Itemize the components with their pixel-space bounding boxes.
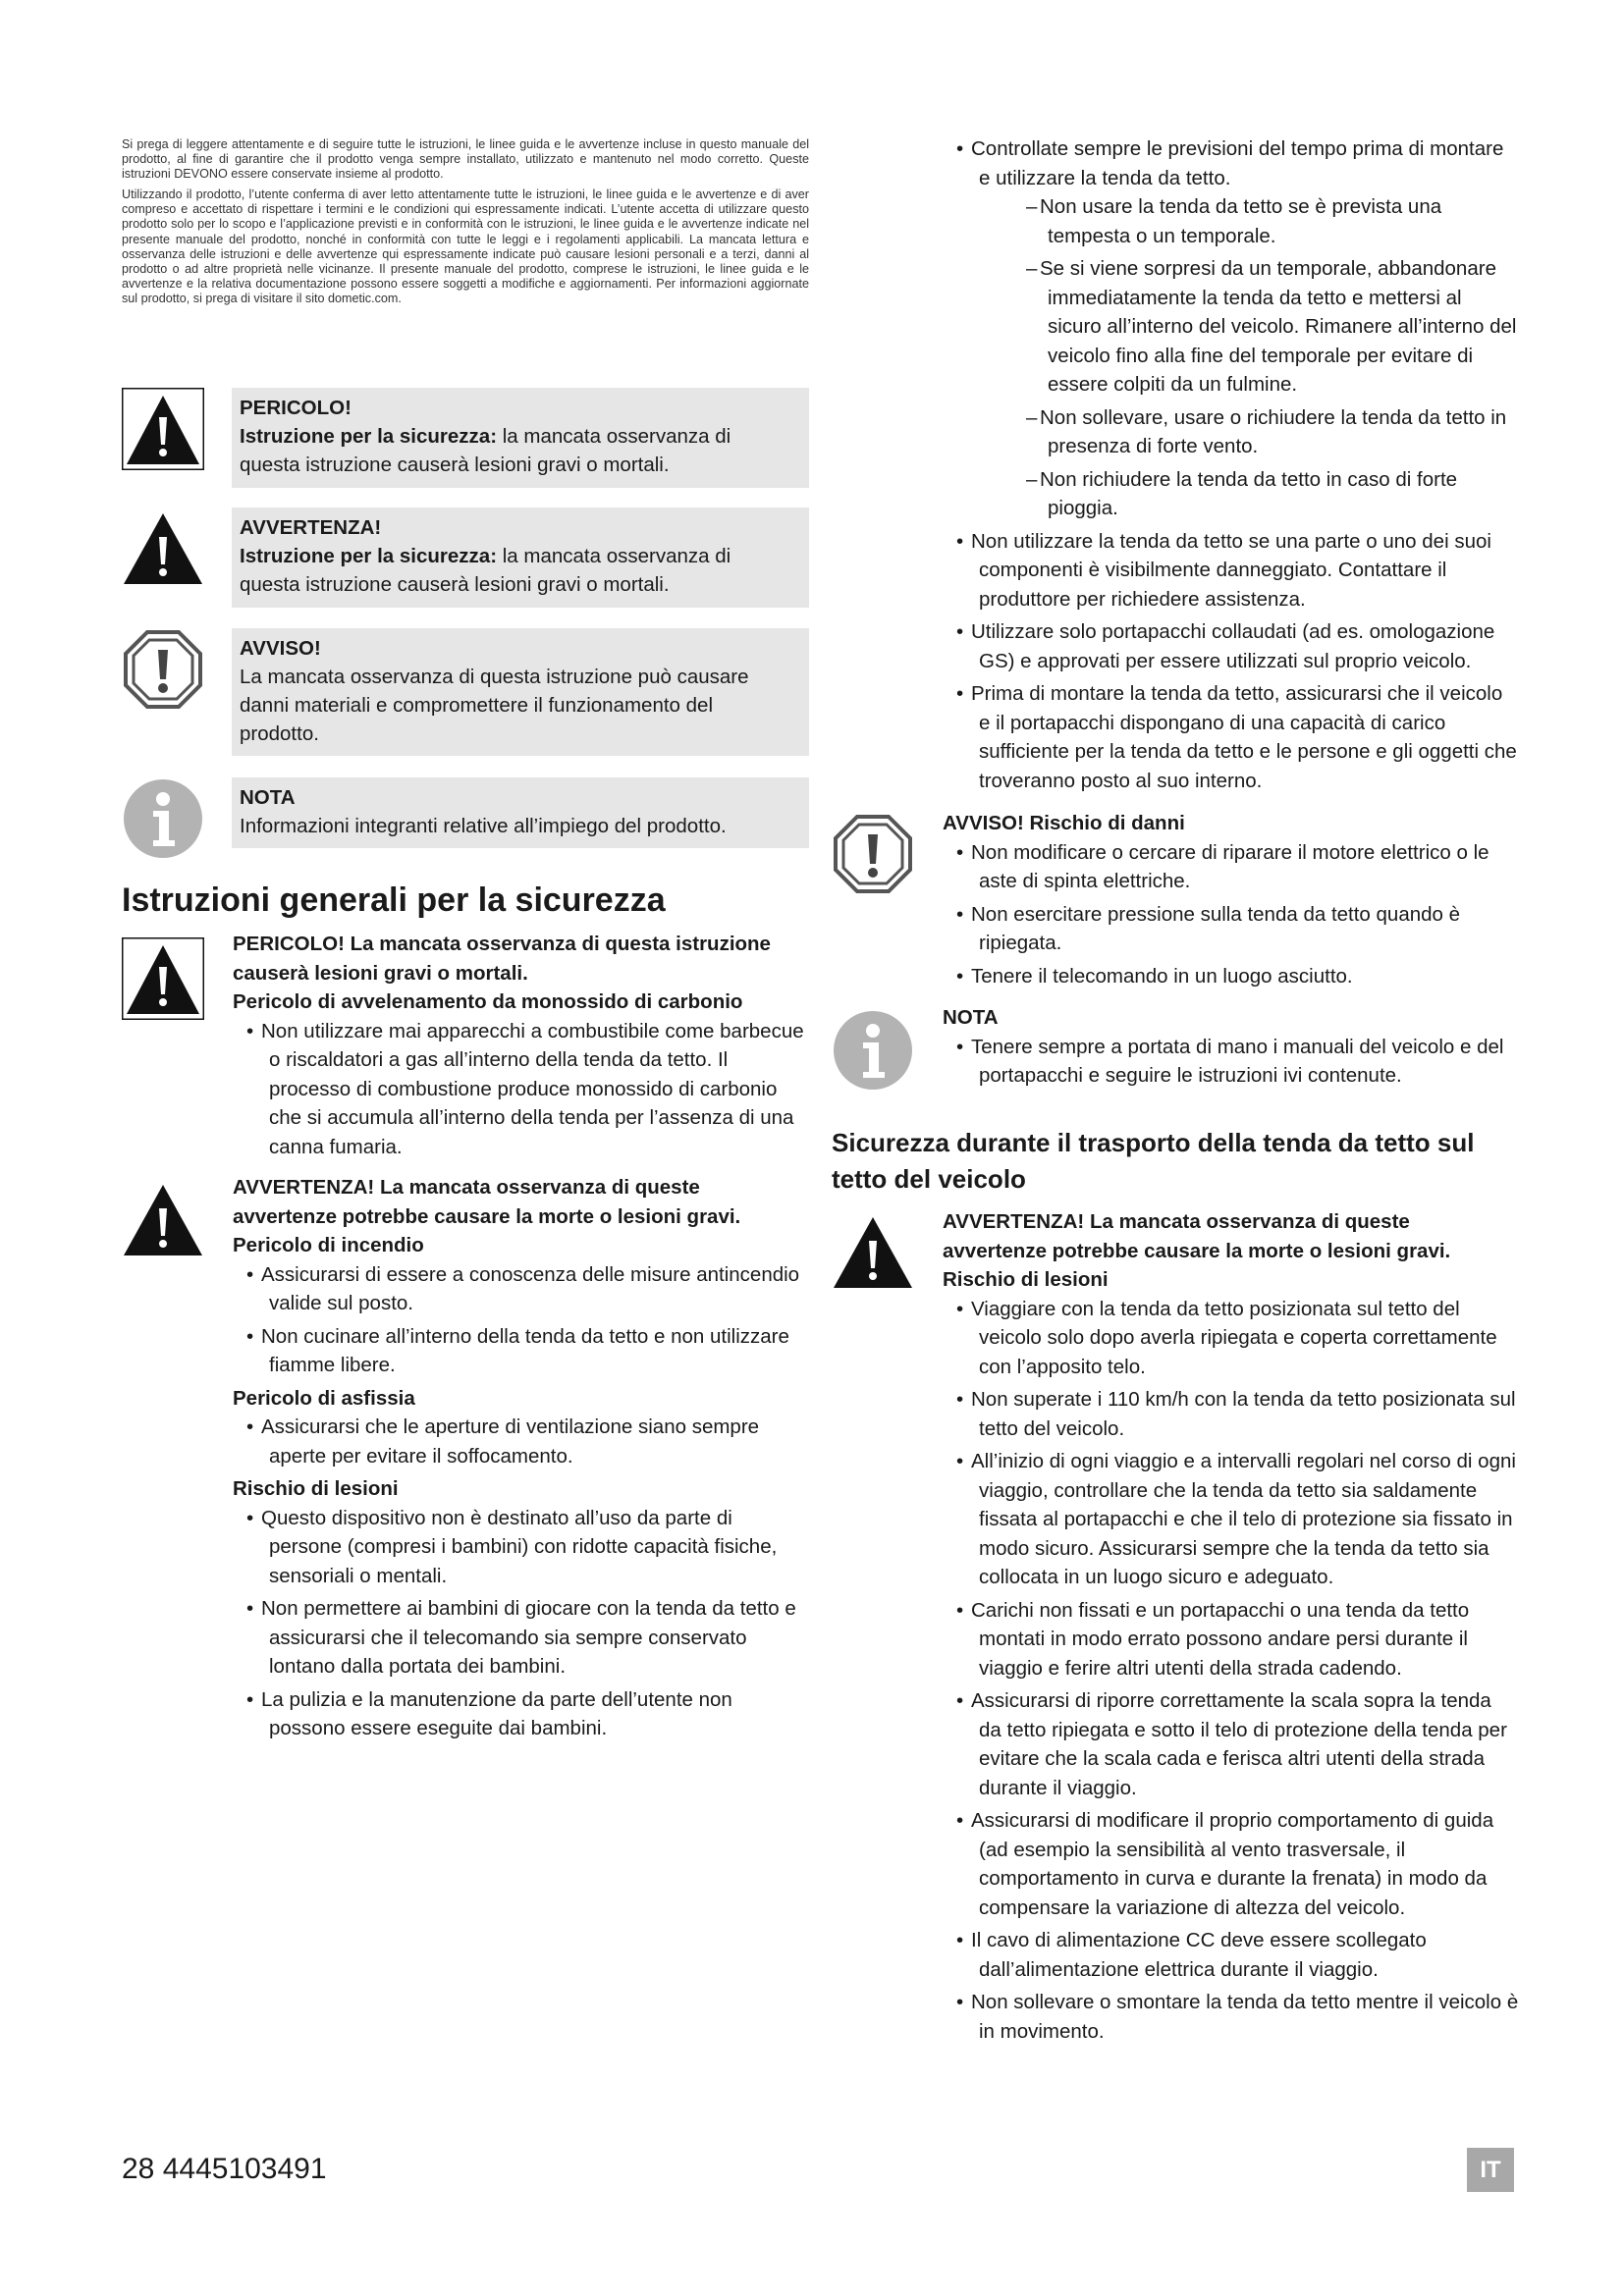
notice-damage-heading: AVVISO! Rischio di danni xyxy=(943,812,1185,834)
info-icon xyxy=(122,777,204,860)
co-poisoning-heading: Pericolo di avvelenamento da monossido di carbonio xyxy=(233,990,743,1013)
right-note xyxy=(832,1003,1519,1095)
language-badge: IT xyxy=(1467,2148,1514,2192)
list-item: • Non sollevare o smontare la tenda da tetto mentre il veicolo è in movimento. xyxy=(943,1988,1519,2046)
section-title-general-safety: Istruzioni generali per la sicurezza xyxy=(122,881,666,919)
legend-notice-box xyxy=(232,628,809,756)
legend-note-box xyxy=(232,777,809,848)
list-item: • Non superate i 110 km/h con la tenda da tetto posizionata sul tetto del veicolo. xyxy=(943,1385,1519,1443)
list-item: • Tenere sempre a portata di mano i manuali del veicolo e del portapacchi e seguire le istruzioni ivi contenute. xyxy=(943,1033,1519,1091)
list-item: • Questo dispositivo non è destinato all’uso da parte di persone (compresi i bambini) con ridotte capacità fisiche, sensoriali o mentali. xyxy=(233,1504,809,1591)
list-item: • Carichi non fissati e un portapacchi o una tenda da tetto montati in modo errato possono andare persi durante il viaggio e ferire altri utenti della strada cadendo. xyxy=(943,1596,1519,1683)
legend-warning-title: AVVERTENZA! xyxy=(240,516,382,539)
intro-paragraph-1: Si prega di leggere attentamente e di seguire tutte le istruzioni, le linee guida e le avvertenze incluse in questo manuale del prodotto, al fine di garantire che il prodotto venga sempre installato, utilizzato e mantenuto nel modo corretto. Queste istruzioni DEVONO essere conservate insieme al prodotto. xyxy=(122,137,809,182)
section2-warning xyxy=(832,1207,1519,2050)
intro-paragraph-2: Utilizzando il prodotto, l’utente conferma di aver letto attentamente tutte le istruzioni, le linee guida e le avvertenze e di aver compreso e accettato di rispettare i termini e le condizioni qui espressamente indicati. L’utente accetta di utilizzare questo prodotto solo per lo scopo e l’applicazione previsti e in conformità con le istruzioni, le linee guida e le avvertenze indicate nel presente manuale del prodotto, nonché in conformità con tutte le leggi e i regolamenti applicabili. La mancata lettura e osservanza delle istruzioni e delle avvertenze qui espressamente indicate può causare lesioni personali e a terzi, danni al prodotto o ad altre proprietà nelle vicinanze. Il presente manuale del prodotto, comprese le istruzioni, le linee guida e le avvertenze e la relativa documentazione possono essere soggetti a modifiche e aggiornamenti. Per informazioni aggiornate sul prodotto, si prega di visitare il sito dometic.com. xyxy=(122,187,809,305)
legend-note-text: Informazioni integranti relative all’impiego del prodotto. xyxy=(240,815,727,837)
section-title-transport-safety: Sicurezza durante il trasporto della tenda da tetto sul tetto del veicolo xyxy=(832,1128,1475,1194)
notice-icon xyxy=(832,813,914,895)
sub-list-item: – Non sollevare, usare o richiudere la tenda da tetto in presenza di forte vento. xyxy=(1012,403,1519,461)
sub-list-item: – Non usare la tenda da tetto se è prevista una tempesta o un temporale. xyxy=(1012,192,1519,250)
list-item: • Assicurarsi di riporre correttamente la scala sopra la tenda da tetto ripiegata e sotto il telo di protezione della tenda per evitare che la scala cada e ferisca altri utenti della strada durante il viaggio. xyxy=(943,1686,1519,1802)
legend-danger xyxy=(122,388,809,488)
section1-danger-heading: PERICOLO! La mancata osservanza di questa istruzione causerà lesioni gravi o mortali. xyxy=(233,933,771,985)
warning-icon xyxy=(122,507,204,590)
list-item: • Non utilizzare mai apparecchi a combustibile come barbecue o riscaldatori a gas all’interno della tenda da tetto. Il processo di combustione produce monossido di carbonio che si accumula all’interno della tenda per l’assenza di una canna fumaria. xyxy=(233,1017,809,1162)
weather-item-text: Controllate sempre le previsioni del tempo prima di montare e utilizzare la tenda da tetto. xyxy=(971,137,1504,189)
legend-warning-label: Istruzione per la sicurezza: xyxy=(240,545,498,567)
list-item: • Assicurarsi di modificare il proprio comportamento di guida (ad esempio la sensibilità al vento trasversale, il comportamento in curva e durante la frenata) in modo da compensare la variazione di altezza del veicolo. xyxy=(943,1806,1519,1922)
notice-icon xyxy=(122,628,204,711)
legend-danger-title: PERICOLO! xyxy=(240,397,352,419)
intro-text xyxy=(122,137,809,312)
list-item: • La pulizia e la manutenzione da parte dell’utente non possono essere eseguite dai bambini. xyxy=(233,1685,809,1743)
legend-note xyxy=(122,777,809,856)
list-item: • Assicurarsi che le aperture di ventilazione siano sempre aperte per evitare il soffocamento. xyxy=(233,1413,809,1470)
legend-notice xyxy=(122,628,809,756)
list-item: • Non modificare o cercare di riparare il motore elettrico o le aste di spinta elettriche. xyxy=(943,838,1519,896)
legend-danger-text: la mancata osservanza di questa istruzione causerà lesioni gravi o mortali. xyxy=(240,425,731,476)
list-item: • Prima di montare la tenda da tetto, assicurarsi che il veicolo e il portapacchi dispongano di una capacità di carico sufficiente per la tenda da tetto e le persone e gli oggetti che troveranno posto al suo interno. xyxy=(943,679,1519,795)
legend-notice-title: AVVISO! xyxy=(240,637,321,660)
right-column-bullets xyxy=(832,134,1519,799)
danger-icon xyxy=(122,388,204,470)
section1-danger xyxy=(122,930,809,1165)
injury-heading: Rischio di lesioni xyxy=(233,1477,399,1500)
list-item: • Viaggiare con la tenda da tetto posizionata sul tetto del veicolo solo dopo averla ripiegata e coperta correttamente con l’apposito telo. xyxy=(943,1295,1519,1382)
list-item: • Assicurarsi di essere a conoscenza delle misure antincendio valide sul posto. xyxy=(233,1260,809,1318)
right-notice xyxy=(832,809,1519,994)
asphyxia-heading: Pericolo di asfissia xyxy=(233,1386,415,1410)
info-icon xyxy=(832,1009,914,1092)
legend-danger-label: Istruzione per la sicurezza: xyxy=(240,425,498,448)
list-item: • All’inizio di ogni viaggio e a intervalli regolari nel corso di ogni viaggio, controllare che la tenda da tetto sia saldamente fissata al portapacchi e che il telo di protezione sia fissato in modo sicuro. Assicurarsi sempre che la tenda da tetto sia collocata in un luogo sicuro e adeguato. xyxy=(943,1447,1519,1592)
section1-warning xyxy=(122,1173,809,1747)
section2-warning-heading: AVVERTENZA! La mancata osservanza di queste avvertenze potrebbe causare la morte o lesioni gravi. xyxy=(943,1210,1451,1262)
legend-note-title: NOTA xyxy=(240,786,296,809)
note-heading: NOTA xyxy=(943,1006,999,1029)
fire-hazard-heading: Pericolo di incendio xyxy=(233,1234,424,1256)
warning-icon xyxy=(832,1211,914,1294)
list-item: • Utilizzare solo portapacchi collaudati (ad es. omologazione GS) e approvati per essere utilizzati sul proprio veicolo. xyxy=(943,617,1519,675)
sub-list-item: – Non richiudere la tenda da tetto in caso di forte pioggia. xyxy=(1012,465,1519,523)
list-item: • Non cucinare all’interno della tenda da tetto e non utilizzare fiamme libere. xyxy=(233,1322,809,1380)
warning-icon xyxy=(122,1179,204,1261)
list-item: • Non utilizzare la tenda da tetto se una parte o uno dei suoi componenti è visibilmente danneggiato. Contattare il produttore per richiedere assistenza. xyxy=(943,527,1519,614)
section1-warning-heading: AVVERTENZA! La mancata osservanza di queste avvertenze potrebbe causare la morte o lesioni gravi. xyxy=(233,1176,741,1228)
legend-warning-text: la mancata osservanza di questa istruzione causerà lesioni gravi o mortali. xyxy=(240,545,731,596)
legend-warning xyxy=(122,507,809,608)
danger-icon xyxy=(122,937,204,1020)
list-item: • Tenere il telecomando in un luogo asciutto. xyxy=(943,962,1519,991)
list-item: • Non esercitare pressione sulla tenda da tetto quando è ripiegata. xyxy=(943,900,1519,958)
sub-list-item: – Se si viene sorpresi da un temporale, abbandonare immediatamente la tenda da tetto e mettersi al sicuro all’interno del veicolo. Rimanere all’interno del veicolo fino alla fine del temporale per evitare di essere colpiti da un fulmine. xyxy=(1012,254,1519,400)
list-item: • Non permettere ai bambini di giocare con la tenda da tetto e assicurarsi che il telecomando sia sempre conservato lontano dalla portata dei bambini. xyxy=(233,1594,809,1682)
list-item xyxy=(943,134,1519,523)
list-item: • Il cavo di alimentazione CC deve essere scollegato dall’alimentazione elettrica durante il viaggio. xyxy=(943,1926,1519,1984)
legend-danger-box xyxy=(232,388,809,488)
legend-notice-text: La mancata osservanza di questa istruzione può causare danni materiali e compromettere il funzionamento del prodotto. xyxy=(240,666,749,745)
legend-warning-box xyxy=(232,507,809,608)
page-number: 28 4445103491 xyxy=(122,2153,327,2185)
injury-heading: Rischio di lesioni xyxy=(943,1268,1109,1291)
